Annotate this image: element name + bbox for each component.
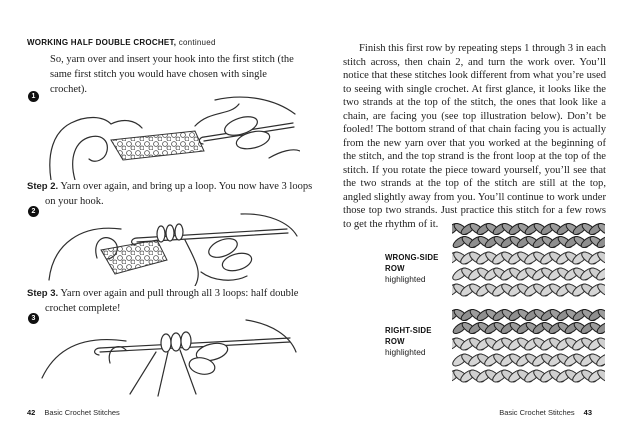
step-2-text: Yarn over again, and bring up a loop. You now have 3 loops on your hook. bbox=[45, 181, 313, 207]
step-1-illustration bbox=[45, 96, 300, 180]
step-2-badge bbox=[28, 206, 39, 217]
step-3-illustration bbox=[38, 316, 300, 400]
step-3-text: Yarn over again and pull through all 3 loops: half double crochet complete! bbox=[45, 288, 299, 314]
right-side-row-title: RIGHT-SIDE ROW bbox=[385, 326, 432, 346]
body-paragraph: Finish this first row by repeating steps 1 through 3 in each stitch across, then chain 2, and turn the work over. You’ll notice that these stitches look different from what you’re used to seeing with single crochet. At first glance, it looks like the two strands at the top of the stitch, the ones that look like a chain, are facing you (see top illustration below). Don’t be fooled! The bottom strand of that chain facing you is actually from the new yarn over that you worked at the beginning of the stitch, and the top strand is the front loop at the top of the stitch. If you rotate the piece toward yourself, you’ll see that the two strands at the top of the stitch are still at the top, angled slightly away from you. You’ll continue to work under those top two strands. Just practice this stitch for a few rows to get the rhythm of it. bbox=[343, 43, 606, 230]
step-3-instruction bbox=[27, 286, 317, 316]
step-2-number: 2 bbox=[31, 208, 36, 215]
step-2-illustration bbox=[45, 210, 300, 286]
running-header-suffix: continued bbox=[176, 38, 216, 47]
wrong-side-row-title: WRONG-SIDE ROW bbox=[385, 253, 439, 273]
wrong-side-row-illustration bbox=[452, 222, 605, 301]
right-side-row-sublabel: highlighted bbox=[385, 347, 426, 357]
step-1-number: 1 bbox=[31, 93, 36, 100]
wrong-side-row-label bbox=[385, 252, 449, 285]
step-3-number: 3 bbox=[31, 315, 36, 322]
intro-paragraph: So, yarn over and insert your hook into the first stitch (the same first stitch you would have chosen with single crochet). bbox=[50, 54, 294, 95]
step-2-label: Step 2. bbox=[27, 181, 59, 192]
left-page-number: 42 bbox=[27, 408, 36, 417]
step-3-label: Step 3. bbox=[27, 288, 59, 299]
right-page-number: 43 bbox=[583, 408, 592, 417]
right-side-row-label bbox=[385, 325, 449, 358]
step-2-instruction bbox=[27, 179, 317, 209]
running-header bbox=[27, 38, 297, 47]
left-section-title: Basic Crochet Stitches bbox=[44, 408, 120, 417]
running-header-title: WORKING HALF DOUBLE CROCHET, bbox=[27, 38, 177, 47]
right-side-row-illustration bbox=[452, 308, 605, 387]
wrong-side-row-sublabel: highlighted bbox=[385, 274, 426, 284]
right-section-title: Basic Crochet Stitches bbox=[499, 408, 575, 417]
left-page-footer bbox=[27, 408, 120, 417]
right-page-footer bbox=[499, 408, 592, 417]
step-1-badge bbox=[28, 91, 39, 102]
